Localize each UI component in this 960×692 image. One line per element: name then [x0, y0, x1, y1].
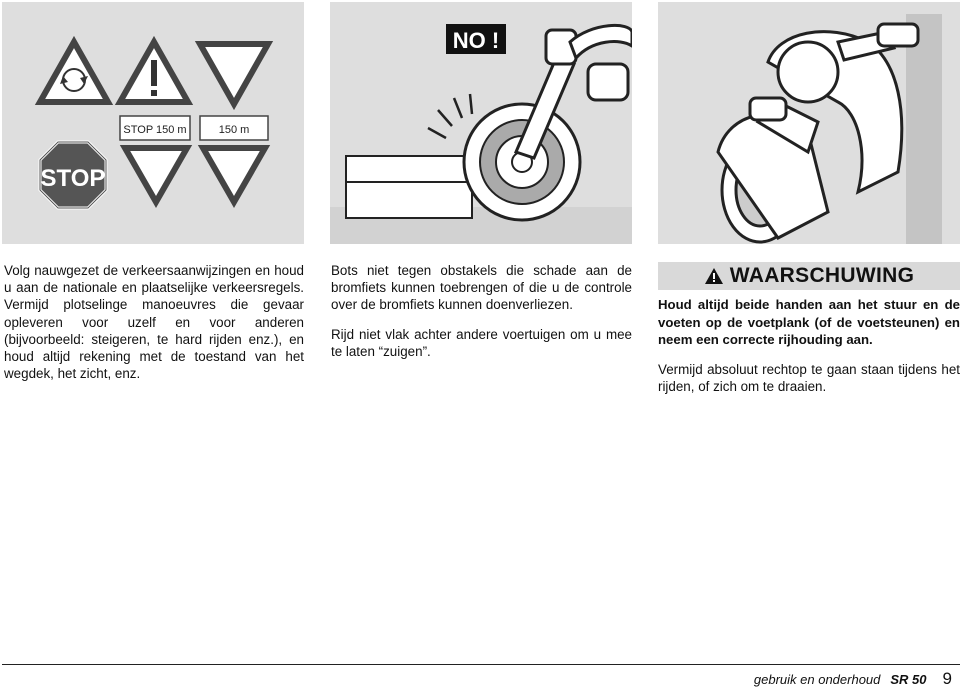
warning-icon	[704, 267, 724, 285]
wall	[906, 14, 942, 244]
riding-posture-illustration	[658, 2, 960, 244]
traffic-signs-illustration	[2, 2, 304, 244]
impact-lines	[428, 94, 472, 138]
stop-sign	[40, 142, 106, 208]
give-way-sign	[200, 44, 268, 104]
danger-warning-sign	[120, 42, 188, 102]
obstacle-drawing	[330, 2, 632, 244]
footer-model: SR 50	[890, 672, 927, 687]
warning-header	[658, 262, 960, 290]
slipstream-paragraph: Rijd niet vlak achter andere voertuigen om u mee te laten “zuigen”.	[331, 326, 632, 359]
warning-bold-paragraph: Houd altijd beide handen aan het stuur en de voeten op de voetplank (of de voetsteunen) en neem een correcte rijhouding aan.	[658, 297, 960, 347]
no-label: NO !	[452, 28, 500, 53]
stop-150m-plate-text: STOP 150 m	[123, 124, 187, 136]
give-way-sign-lower-right	[203, 148, 265, 202]
stop-sign-text: STOP	[40, 165, 106, 192]
warning-section	[658, 262, 960, 407]
rider-drawing	[658, 2, 960, 244]
obstacles-text	[331, 262, 632, 372]
traffic-rules-text	[4, 262, 304, 394]
obstacles-paragraph: Bots niet tegen obstakels die schade aan de bromfiets kunnen toebrengen of die u de controle over de bromfiets kunnen doenverliezen.	[331, 263, 632, 313]
scooter-front-wheel	[464, 104, 580, 220]
page-footer	[754, 669, 952, 689]
page-number: 9	[942, 669, 952, 688]
warning-title: WAARSCHUWING	[729, 264, 915, 288]
standing-warning-paragraph: Vermijd absoluut rechtop te gaan staan tijdens het rijden, of zich om te draaien.	[658, 361, 960, 394]
150m-plate-text: 150 m	[218, 124, 250, 136]
roundabout-warning-sign	[40, 42, 108, 102]
obstacle-box	[346, 156, 472, 218]
footer-section: gebruik en onderhoud	[753, 672, 881, 687]
footer-rule	[2, 664, 960, 665]
give-way-sign-lower-left	[125, 148, 187, 202]
traffic-signs-drawing	[2, 2, 304, 244]
traffic-rules-paragraph: Volg nauwgezet de verkeersaanwijzingen en houd u aan de nationale en plaatselijke verkeersregels. Vermijd plotselinge manoeuvres die gevaar opleveren voor uzelf en voor anderen (bijvoorbeeld: steigeren, te hard rijden enz.), en houd altijd rekening met de toestand van het wegdek, het zicht, enz.	[4, 263, 304, 382]
obstacle-illustration	[330, 2, 632, 244]
